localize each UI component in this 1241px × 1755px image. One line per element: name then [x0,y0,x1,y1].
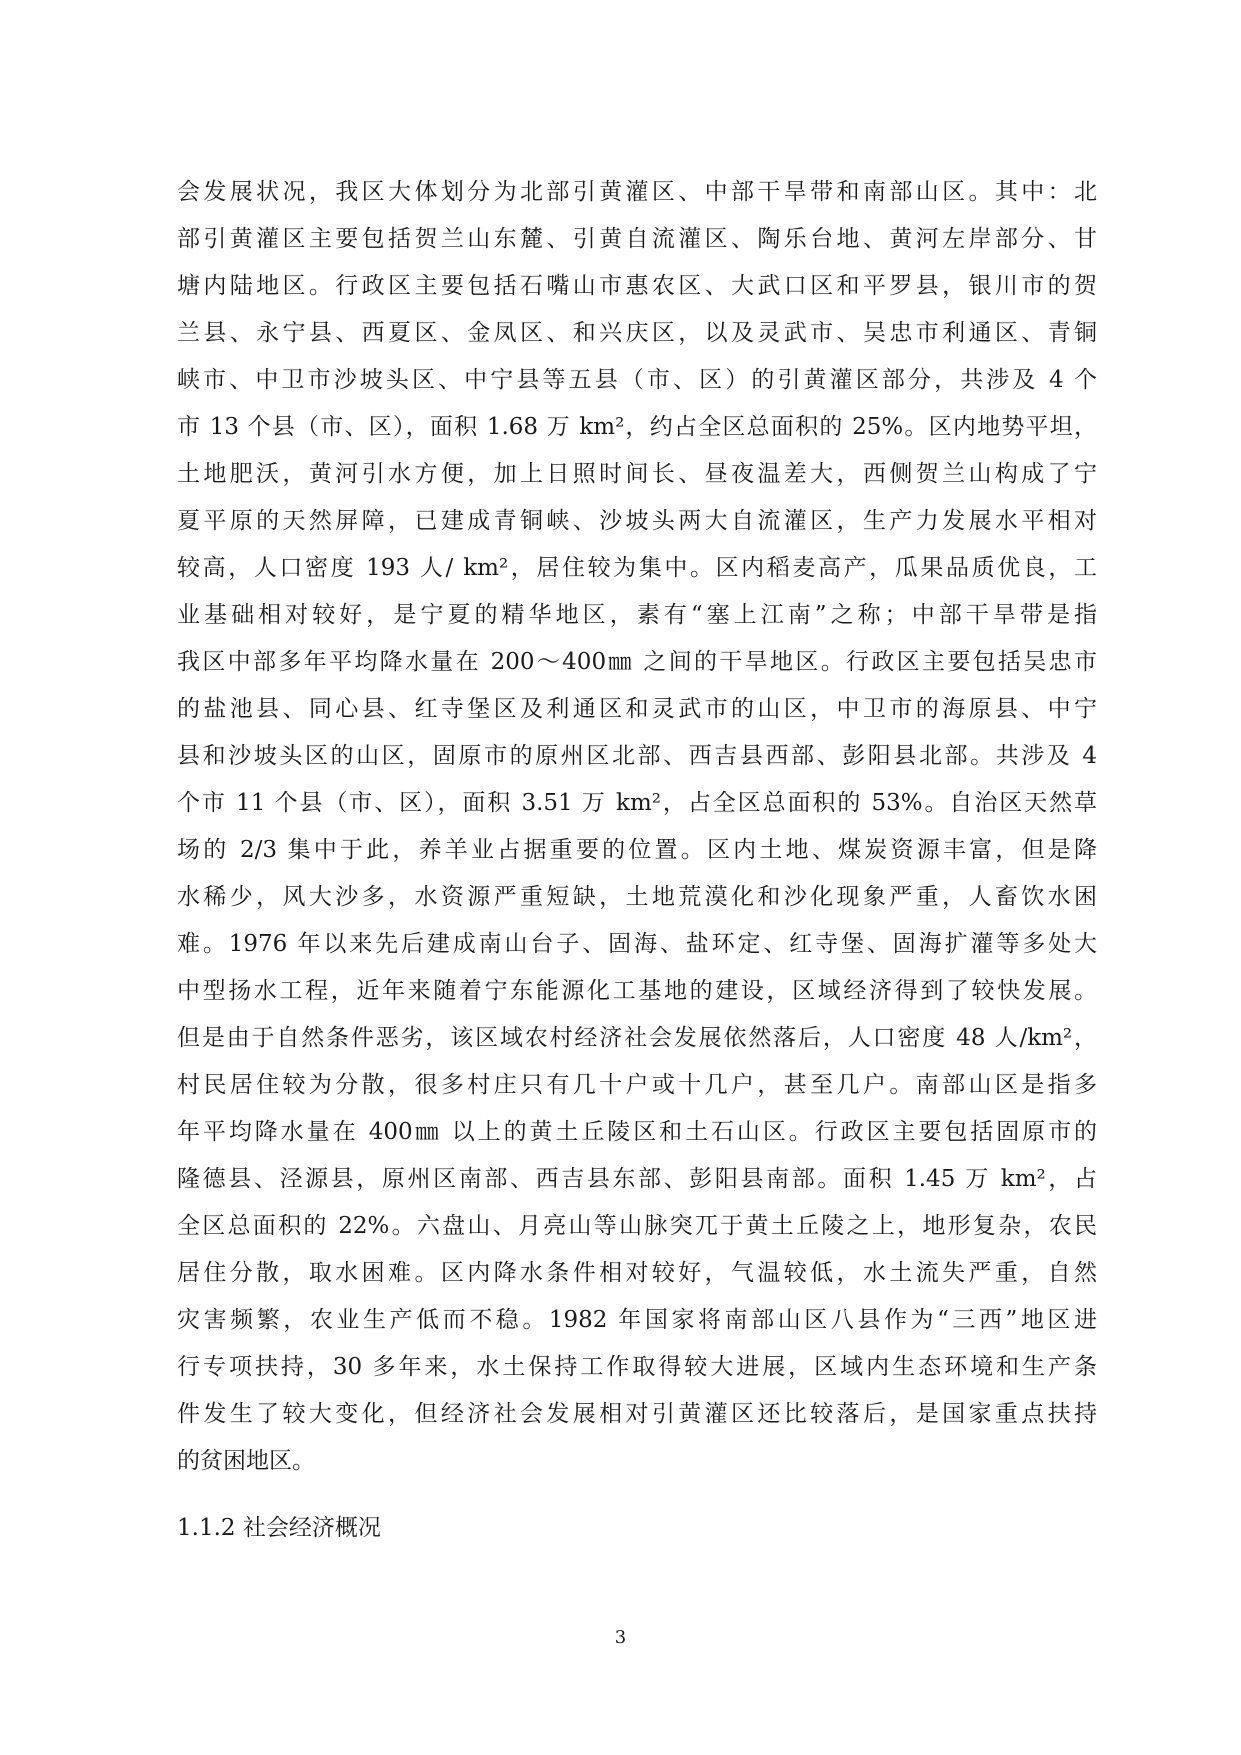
paragraph-line: 灾害频繁，农业生产低而不稳。1982 年国家将南部山区八县作为“三西”地区进 [177,1307,1097,1333]
paragraph-line: 的盐池县、同心县、红寺堡区及利通区和灵武市的山区，中卫市的海原县、中宁 [177,696,1097,722]
paragraph-line: 我区中部多年平均降水量在 200～400㎜ 之间的干旱地区。行政区主要包括吴忠市 [177,649,1097,675]
section-heading: 1.1.2 社会经济概况 [177,1515,381,1541]
paragraph-line: 县和沙坡头区的山区，固原市的原州区北部、西吉县西部、彭阳县北部。共涉及 4 [177,743,1097,769]
paragraph-line: 隆德县、泾源县，原州区南部、西吉县东部、彭阳县南部。面积 1.45 万 km²，占 [177,1166,1097,1192]
paragraph-line: 个市 11 个县（市、区），面积 3.51 万 km²，占全区总面积的 53%。自治区天然草 [177,790,1097,816]
paragraph-line: 的贫困地区。 [177,1448,315,1474]
paragraph-line: 夏平原的天然屏障，已建成青铜峡、沙坡头两大自流灌区，生产力发展水平相对 [177,508,1097,534]
paragraph-line: 会发展状况，我区大体划分为北部引黄灌区、中部干旱带和南部山区。其中：北 [177,179,1097,205]
paragraph-line: 塘内陆地区。行政区主要包括石嘴山市惠农区、大武口区和平罗县，银川市的贺 [177,273,1097,299]
paragraph-line: 但是由于自然条件恶劣，该区域农村经济社会发展依然落后，人口密度 48 人/km²， [177,1025,1097,1051]
paragraph-line: 部引黄灌区主要包括贺兰山东麓、引黄自流灌区、陶乐台地、黄河左岸部分、甘 [177,226,1097,252]
paragraph-line: 土地肥沃，黄河引水方便，加上日照时间长、昼夜温差大，西侧贺兰山构成了宁 [177,461,1097,487]
paragraph-line: 居住分散，取水困难。区内降水条件相对较好，气温较低，水土流失严重，自然 [177,1260,1097,1286]
paragraph-line: 业基础相对较好，是宁夏的精华地区，素有“塞上江南”之称；中部干旱带是指 [177,602,1097,628]
paragraph-line: 水稀少，风大沙多，水资源严重短缺，土地荒漠化和沙化现象严重，人畜饮水困 [177,884,1097,910]
paragraph-line: 兰县、永宁县、西夏区、金凤区、和兴庆区，以及灵武市、吴忠市利通区、青铜 [177,320,1097,346]
page-number: 3 [614,1627,627,1648]
paragraph-line: 年平均降水量在 400㎜ 以上的黄土丘陵区和土石山区。行政区主要包括固原市的 [177,1119,1097,1145]
paragraph-line: 场的 2/3 集中于此，养羊业占据重要的位置。区内土地、煤炭资源丰富，但是降 [177,837,1097,863]
paragraph-line: 件发生了较大变化，但经济社会发展相对引黄灌区还比较落后，是国家重点扶持 [177,1401,1097,1427]
paragraph-line: 较高，人口密度 193 人/ km²，居住较为集中。区内稻麦高产，瓜果品质优良，工 [177,555,1097,581]
paragraph-line: 全区总面积的 22%。六盘山、月亮山等山脉突兀于黄土丘陵之上，地形复杂，农民 [177,1213,1097,1239]
paragraph-line: 难。1976 年以来先后建成南山台子、固海、盐环定、红寺堡、固海扩灌等多处大 [177,931,1097,957]
paragraph-line: 峡市、中卫市沙坡头区、中宁县等五县（市、区）的引黄灌区部分，共涉及 4 个 [177,367,1097,393]
paragraph-line: 中型扬水工程，近年来随着宁东能源化工基地的建设，区域经济得到了较快发展。 [177,978,1097,1004]
paragraph-line: 村民居住较为分散，很多村庄只有几十户或十几户，甚至几户。南部山区是指多 [177,1072,1097,1098]
paragraph-line: 行专项扶持，30 多年来，水土保持工作取得较大进展，区域内生态环境和生产条 [177,1354,1097,1380]
paragraph-line: 市 13 个县（市、区），面积 1.68 万 km²，约占全区总面积的 25%。区内地势平坦， [177,414,1097,440]
